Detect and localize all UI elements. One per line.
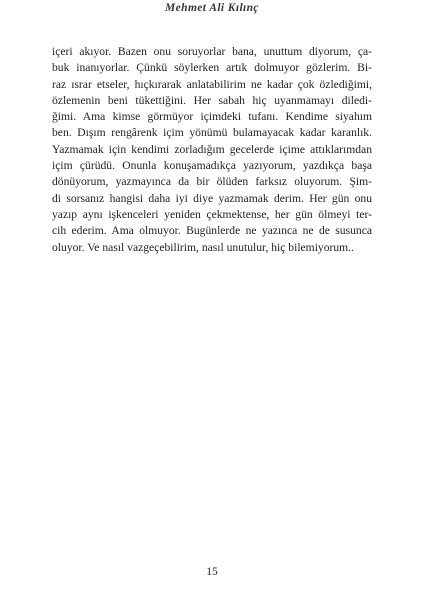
text-line: Yazmamak için kendimi zorladığım gecelerde içime attıklarımdan [52, 142, 372, 156]
text-line: yazıp aynı işkenceleri yeniden çekmektense, her gün ölmeyi ter- [52, 207, 372, 221]
text-line: ben. Dışım rengârenk içim yönümü bulamayacak kadar karanlık. [52, 126, 372, 140]
text-line: içeri akıyor. Bazen onu soruyorlar bana, unuttum diyorum, ça- [52, 45, 372, 58]
text-line: ğimi. Ama kimse görmüyor içimdeki tufanı. Kendime siyahım [52, 110, 372, 124]
text-line: özlemenin beni tükettiğini. Her sabah hiç uyanmamayı diledi- [52, 93, 372, 107]
text-line: cih ederim. Ama olmuyor. Bugünlerde ne yazınca ne de susunca [52, 224, 372, 238]
text-line: dönüyorum, yazmayınca da bir ölüden farksız oluyorum. Şim- [52, 175, 372, 189]
running-head-author: Mehmet Ali Kılınç [165, 2, 259, 14]
text-line: oluyor. Ve nasıl vazgeçebilirim, nasıl unutulur, hiç bilemiyorum.. [52, 240, 354, 254]
text-line: içim çürüdü. Onunla konuşamadıkça yazıyorum, yazdıkça başa [52, 159, 372, 173]
body-paragraph [52, 44, 372, 256]
text-line: buk inanıyorlar. Çünkü söylerken artık dolmuyor gözlerim. Bi- [52, 61, 372, 75]
text-line: raz ısrar etseler, hıçkırarak anlatabilirim ne kadar çok özlediğimi, [52, 77, 372, 91]
text-line: di sorsanız hangisi daha iyi diye yazmamak derim. Her gün onu [52, 191, 372, 205]
page-number: 15 [206, 566, 218, 578]
